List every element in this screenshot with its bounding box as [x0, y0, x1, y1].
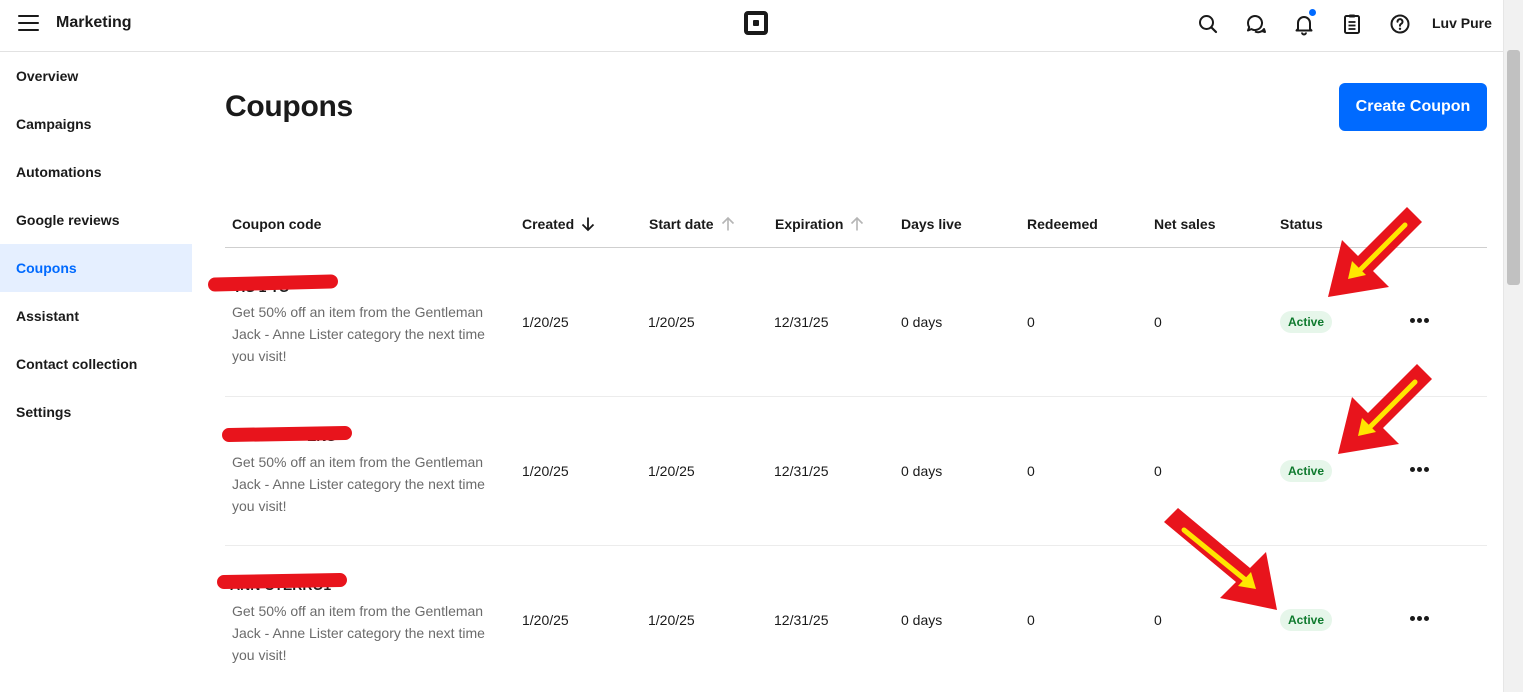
sidebar-item-assistant[interactable]: Assistant	[16, 308, 80, 324]
created-date: 1/20/25	[522, 463, 569, 479]
more-options-icon[interactable]	[1408, 312, 1432, 328]
sort-ascending-icon	[849, 216, 865, 232]
column-header-expiration[interactable]: Expiration	[775, 216, 865, 232]
coupon-description: Get 50% off an item from the Gentleman Jack - Anne Lister category the next time you visit!	[232, 304, 485, 364]
help-icon[interactable]	[1388, 12, 1412, 36]
sidebar-item-contact-collection[interactable]: Contact collection	[16, 356, 138, 372]
coupon-description: Get 50% off an item from the Gentleman Jack - Anne Lister category the next time you visit!	[232, 454, 485, 514]
menu-icon[interactable]	[18, 15, 39, 31]
table-row[interactable]	[225, 248, 1487, 397]
more-options-icon[interactable]	[1408, 461, 1432, 477]
status-badge: Active	[1280, 609, 1332, 631]
start-date: 1/20/25	[648, 612, 695, 628]
status-badge: Active	[1280, 460, 1332, 482]
sidebar-item-settings[interactable]: Settings	[16, 404, 72, 420]
table-row[interactable]	[225, 397, 1487, 546]
top-bar	[0, 0, 1503, 52]
redaction-mark	[208, 274, 338, 291]
column-header-net-sales[interactable]: Net sales	[1154, 216, 1216, 232]
scrollbar-thumb[interactable]	[1507, 50, 1520, 285]
scrollbar[interactable]	[1503, 0, 1523, 692]
status-badge: Active	[1280, 311, 1332, 333]
page-title: Coupons	[225, 90, 353, 123]
redaction-mark	[222, 426, 352, 442]
days-live: 0 days	[901, 314, 943, 330]
user-name[interactable]: Luv Pure	[1432, 15, 1492, 31]
coupon-description: Get 50% off an item from the Gentleman Jack - Anne Lister category the next time you visit!	[232, 603, 485, 663]
sidebar-item-campaigns[interactable]: Campaigns	[16, 116, 92, 132]
redaction-mark	[217, 573, 347, 589]
days-live: 0 days	[901, 463, 943, 479]
net-sales: 0	[1154, 463, 1162, 479]
app-title: Marketing	[56, 14, 132, 31]
bell-icon[interactable]	[1292, 12, 1316, 36]
column-header-coupon-code[interactable]: Coupon code	[232, 216, 322, 232]
redeemed-count: 0	[1027, 463, 1035, 479]
start-date: 1/20/25	[648, 314, 695, 330]
column-header-redeemed[interactable]: Redeemed	[1027, 216, 1098, 232]
expiration-date: 12/31/25	[774, 463, 829, 479]
table-header	[225, 200, 1487, 248]
square-logo-icon[interactable]	[744, 11, 768, 35]
column-header-days-live[interactable]: Days live	[901, 216, 962, 232]
column-header-status[interactable]: Status	[1280, 216, 1323, 232]
expiration-date: 12/31/25	[774, 612, 829, 628]
create-coupon-button[interactable]: Create Coupon	[1339, 83, 1487, 131]
days-live: 0 days	[901, 612, 943, 628]
expiration-date: 12/31/25	[774, 314, 829, 330]
created-date: 1/20/25	[522, 612, 569, 628]
net-sales: 0	[1154, 612, 1162, 628]
created-date: 1/20/25	[522, 314, 569, 330]
column-header-start-date[interactable]: Start date	[649, 216, 736, 232]
start-date: 1/20/25	[648, 463, 695, 479]
sidebar-item-automations[interactable]: Automations	[16, 164, 102, 180]
sidebar-item-coupons[interactable]: Coupons	[0, 244, 192, 292]
clipboard-icon[interactable]	[1340, 12, 1364, 36]
sort-ascending-icon	[720, 216, 736, 232]
redeemed-count: 0	[1027, 314, 1035, 330]
more-options-icon[interactable]	[1408, 610, 1432, 626]
redeemed-count: 0	[1027, 612, 1035, 628]
sidebar-item-google-reviews[interactable]: Google reviews	[16, 212, 120, 228]
net-sales: 0	[1154, 314, 1162, 330]
sidebar-item-overview[interactable]: Overview	[16, 68, 79, 84]
search-icon[interactable]	[1196, 12, 1220, 36]
messages-icon[interactable]	[1244, 12, 1268, 36]
table-row[interactable]	[225, 546, 1487, 692]
notification-dot	[1309, 9, 1316, 16]
sidebar	[0, 52, 192, 436]
column-header-created[interactable]: Created	[522, 216, 596, 232]
sort-descending-icon	[580, 216, 596, 232]
